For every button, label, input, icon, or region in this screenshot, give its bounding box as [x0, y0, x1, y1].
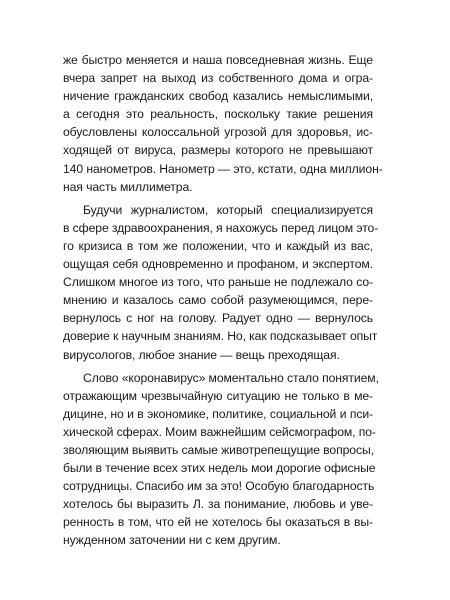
text-line: мнению и казалось само собой разумеющимся, пере- — [63, 293, 373, 308]
text-line: Слово «коронавирус» моментально стало понятием, — [83, 370, 379, 385]
text-line: сотрудницы. Спасибо им за это! Особую благодарность — [63, 479, 375, 494]
text-line: дицине, но и в экономике, политике, социальной и пси- — [63, 406, 373, 421]
paragraph-2 — [63, 201, 379, 364]
text-line: вчера запрет на выход из собственного дома и огра- — [63, 71, 373, 86]
text-line: хотелось бы выразить Л. за понимание, любовь и уве- — [63, 497, 373, 512]
text-line: 140 нанометров. Нанометр — это, кстати, одна миллион- — [63, 161, 383, 176]
text-line: вирусологов, любое знание — вещь преходящая. — [63, 347, 340, 362]
text-line: вернулось с ног на голову. Радует одно — вернулось — [63, 311, 373, 326]
text-line: Будучи журналистом, который специализируется — [83, 202, 373, 217]
text-line: обусловлены колоссальной угрозой для здоровья, ис- — [63, 125, 373, 140]
text-line: отражающим чрезвычайную ситуацию не только в ме- — [63, 388, 373, 403]
text-line: ходящей от вируса, размеры которого не превышают — [63, 143, 373, 158]
text-line: ренность в том, что ей не хотелось бы оказаться в вы- — [63, 515, 373, 530]
text-line: а сегодня это реальность, поскольку такие решения — [63, 107, 373, 122]
text-line: ничение гражданских свобод казались немыслимыми, — [63, 89, 373, 104]
text-line: же быстро меняется и наша повседневная жизнь. Еще — [63, 53, 373, 67]
text-line: ощущая себя одновременно и профаном, и экспертом. — [63, 257, 373, 272]
text-line: доверие к научным знаниям. Но, как подсказывает опыт — [63, 329, 378, 344]
text-line: были в течение всех этих недель мои дорогие офисные — [63, 461, 376, 476]
paragraph-1 — [63, 51, 383, 196]
text-line: го кризиса в том же положении, что и каждый из вас, — [63, 238, 373, 253]
paragraph-3 — [63, 369, 379, 550]
text-line: нужденном заточении ни с кем другим. — [63, 533, 281, 548]
text-line: хической сферах. Моим важнейшим сейсмографом, по- — [63, 424, 376, 439]
body-text — [63, 51, 383, 550]
text-line: в сфере здравоохранения, я нахожусь перед лицом это- — [63, 220, 379, 235]
text-line: зволяющим выявить самые животрепещущие вопросы, — [63, 442, 374, 457]
text-line: ная часть миллиметра. — [63, 179, 193, 194]
text-line: Слишком многое из того, что раньше не подлежало со- — [63, 275, 373, 290]
